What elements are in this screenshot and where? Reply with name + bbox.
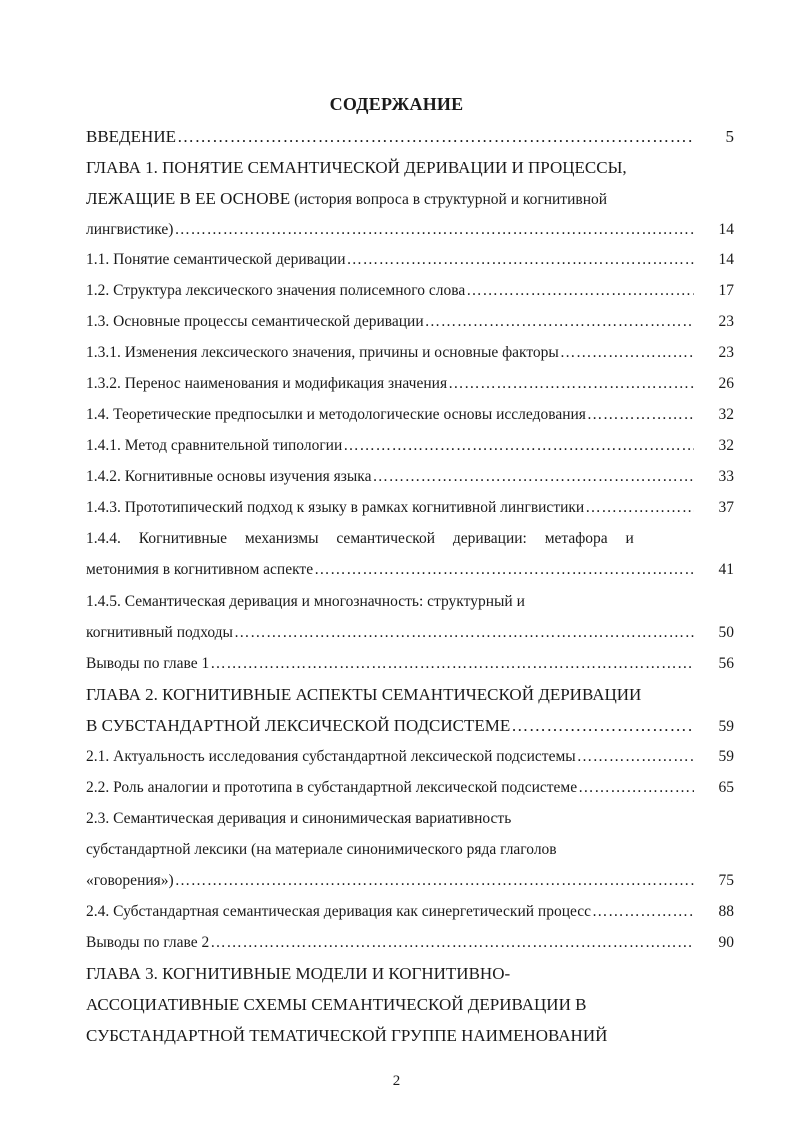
dot-leader xyxy=(577,745,694,769)
dot-leader xyxy=(511,714,694,738)
toc-page-number: 65 xyxy=(718,779,734,796)
page-title: СОДЕРЖАНИЕ xyxy=(329,94,464,114)
dot-leader xyxy=(177,125,694,149)
toc-page-number: 26 xyxy=(718,375,734,392)
toc-entry-text: метонимия в когнитивном аспекте xyxy=(86,561,314,578)
toc-entry-chapter-3-cont[interactable] xyxy=(86,993,736,1017)
toc-entry-text: 1.4.4. Когнитивные механизмы семантической деривации: метафора и xyxy=(86,530,634,547)
toc-entry-text: Выводы по главе 1 xyxy=(86,655,210,672)
toc-entry-text: 1.2. Структура лексического значения полисемного слова xyxy=(86,282,466,299)
toc-entry-chapter-2-end[interactable] xyxy=(86,714,736,738)
toc-page-number: 14 xyxy=(718,251,734,268)
toc-entry-text: ВВЕДЕНИЕ xyxy=(86,127,176,146)
page-number: 2 xyxy=(392,1073,401,1089)
toc-entry-text: 1.1. Понятие семантической деривации xyxy=(86,251,346,268)
toc-entry-2-3-end[interactable] xyxy=(86,869,736,893)
toc-entry-1-4-5-end[interactable] xyxy=(86,621,736,645)
toc-page-number: 17 xyxy=(718,282,734,299)
toc-entry-text: В СУБСТАНДАРТНОЙ ЛЕКСИЧЕСКОЙ ПОДСИСТЕМЕ xyxy=(86,716,511,735)
toc-page-number: 41 xyxy=(718,561,734,578)
toc-page-number: 33 xyxy=(718,468,734,485)
toc-entry-text: ГЛАВА 2. КОГНИТИВНЫЕ АСПЕКТЫ СЕМАНТИЧЕСКОЙ ДЕРИВАЦИИ xyxy=(86,685,642,704)
dot-leader xyxy=(234,621,694,645)
toc-entry-2-3[interactable] xyxy=(86,807,736,831)
toc-entry-text: 1.3. Основные процессы семантической деривации xyxy=(86,313,424,330)
toc-entry-1-4-3[interactable] xyxy=(86,496,736,520)
toc-entry-2-3-cont[interactable] xyxy=(86,838,736,862)
toc-entry-text xyxy=(86,187,607,212)
toc-page-number: 50 xyxy=(718,624,734,641)
toc-entry-1-2[interactable] xyxy=(86,279,736,303)
toc-entry-1-4-1[interactable] xyxy=(86,434,736,458)
toc-entry-text: лингвистике) xyxy=(86,221,174,238)
dot-leader xyxy=(466,279,694,303)
toc-page-number: 23 xyxy=(718,344,734,361)
toc-page-number: 5 xyxy=(725,127,734,146)
toc-entry-1-4-5[interactable] xyxy=(86,590,736,614)
dot-leader xyxy=(592,900,694,924)
toc-page-number: 75 xyxy=(718,872,734,889)
toc-entry-1-4-4-end[interactable] xyxy=(86,558,736,582)
toc-page-number: 88 xyxy=(718,903,734,920)
toc-entry-text-subtitle: (история вопроса в структурной и когнитивной xyxy=(290,191,608,208)
toc-entry-2-1[interactable] xyxy=(86,745,736,769)
dot-leader xyxy=(174,218,694,242)
toc-entry-text: СУБСТАНДАРТНОЙ ТЕМАТИЧЕСКОЙ ГРУППЕ НАИМЕНОВАНИЙ xyxy=(86,1026,608,1045)
toc-page-number: 32 xyxy=(718,406,734,423)
toc-entry-2-4[interactable] xyxy=(86,900,736,924)
dot-leader xyxy=(425,310,694,334)
dot-leader xyxy=(448,372,694,396)
toc-entry-text: когнитивный подходы xyxy=(86,624,233,641)
toc-page-number: 37 xyxy=(718,499,734,516)
toc-entry-1-3[interactable] xyxy=(86,310,736,334)
dot-leader xyxy=(585,496,694,520)
dot-leader xyxy=(587,403,694,427)
toc-entry-chapter-2[interactable] xyxy=(86,683,736,707)
toc-entry-text: 1.4.5. Семантическая деривация и многозначность: структурный и xyxy=(86,593,525,610)
toc-page-number: 14 xyxy=(718,221,734,238)
toc-entry-text: АССОЦИАТИВНЫЕ СХЕМЫ СЕМАНТИЧЕСКОЙ ДЕРИВАЦИИ В xyxy=(86,995,587,1014)
toc-entry-text: 2.1. Актуальность исследования субстандартной лексической подсистемы xyxy=(86,748,576,765)
toc-entry-chapter-3[interactable] xyxy=(86,962,736,986)
dot-leader xyxy=(373,465,695,489)
dot-leader xyxy=(343,434,694,458)
toc-entry-text: 2.4. Субстандартная семантическая деривация как синергетический процесс xyxy=(86,903,592,920)
dot-leader xyxy=(210,652,694,676)
toc-entry-text: 1.4.1. Метод сравнительной типологии xyxy=(86,437,343,454)
toc-entry-text: 2.2. Роль аналогии и прототипа в субстандартной лексической подсистеме xyxy=(86,779,578,796)
dot-leader xyxy=(175,869,694,893)
dot-leader xyxy=(560,341,694,365)
toc-entry-text: 1.3.2. Перенос наименования и модификация значения xyxy=(86,375,448,392)
toc-page-number: 32 xyxy=(718,437,734,454)
toc-entry-1-4[interactable] xyxy=(86,403,736,427)
toc-entry-introduction[interactable] xyxy=(86,125,736,149)
toc-page-number: 90 xyxy=(718,934,734,951)
toc-entry-text: 1.4. Теоретические предпосылки и методологические основы исследования xyxy=(86,406,586,423)
toc-entry-text: Выводы по главе 2 xyxy=(86,934,210,951)
toc-entry-text: 1.4.3. Прототипический подход к языку в рамках когнитивной лингвистики xyxy=(86,499,585,516)
toc-entry-chapter-3-cont-2[interactable] xyxy=(86,1024,736,1048)
toc-entry-conclusions-1[interactable] xyxy=(86,652,736,676)
toc-entry-chapter-1-end[interactable] xyxy=(86,218,736,242)
toc-entry-text-caps: ЛЕЖАЩИЕ В ЕЕ ОСНОВЕ xyxy=(86,189,291,208)
toc-entry-conclusions-2[interactable] xyxy=(86,931,736,955)
toc-entry-1-3-2[interactable] xyxy=(86,372,736,396)
toc-entry-1-4-4[interactable] xyxy=(86,527,736,551)
toc-entry-1-3-1[interactable] xyxy=(86,341,736,365)
toc-entry-text: 2.3. Семантическая деривация и синонимическая вариативность xyxy=(86,810,512,827)
toc-entry-1-4-2[interactable] xyxy=(86,465,736,489)
toc-entry-text: 1.3.1. Изменения лексического значения, причины и основные факторы xyxy=(86,344,559,361)
toc-entry-text: ГЛАВА 3. КОГНИТИВНЫЕ МОДЕЛИ И КОГНИТИВНО- xyxy=(86,964,511,983)
toc-entry-chapter-1-cont[interactable] xyxy=(86,187,736,211)
dot-leader xyxy=(210,931,694,955)
dot-leader xyxy=(347,248,694,272)
toc-page-number: 59 xyxy=(718,748,734,765)
dot-leader xyxy=(578,776,694,800)
toc-entry-1-1[interactable] xyxy=(86,248,736,272)
toc-page-number: 56 xyxy=(718,655,734,672)
dot-leader xyxy=(314,558,694,582)
toc-entry-chapter-1[interactable] xyxy=(86,156,736,180)
toc-entry-text: 1.4.2. Когнитивные основы изучения языка xyxy=(86,468,372,485)
toc-entry-2-2[interactable] xyxy=(86,776,736,800)
toc-page-number: 59 xyxy=(718,718,734,735)
toc-entry-text: ГЛАВА 1. ПОНЯТИЕ СЕМАНТИЧЕСКОЙ ДЕРИВАЦИИ И ПРОЦЕССЫ, xyxy=(86,158,627,177)
toc-entry-text: субстандартной лексики (на материале синонимического ряда глаголов xyxy=(86,841,557,858)
toc-entry-text: «говорения») xyxy=(86,872,174,889)
toc-page-number: 23 xyxy=(718,313,734,330)
